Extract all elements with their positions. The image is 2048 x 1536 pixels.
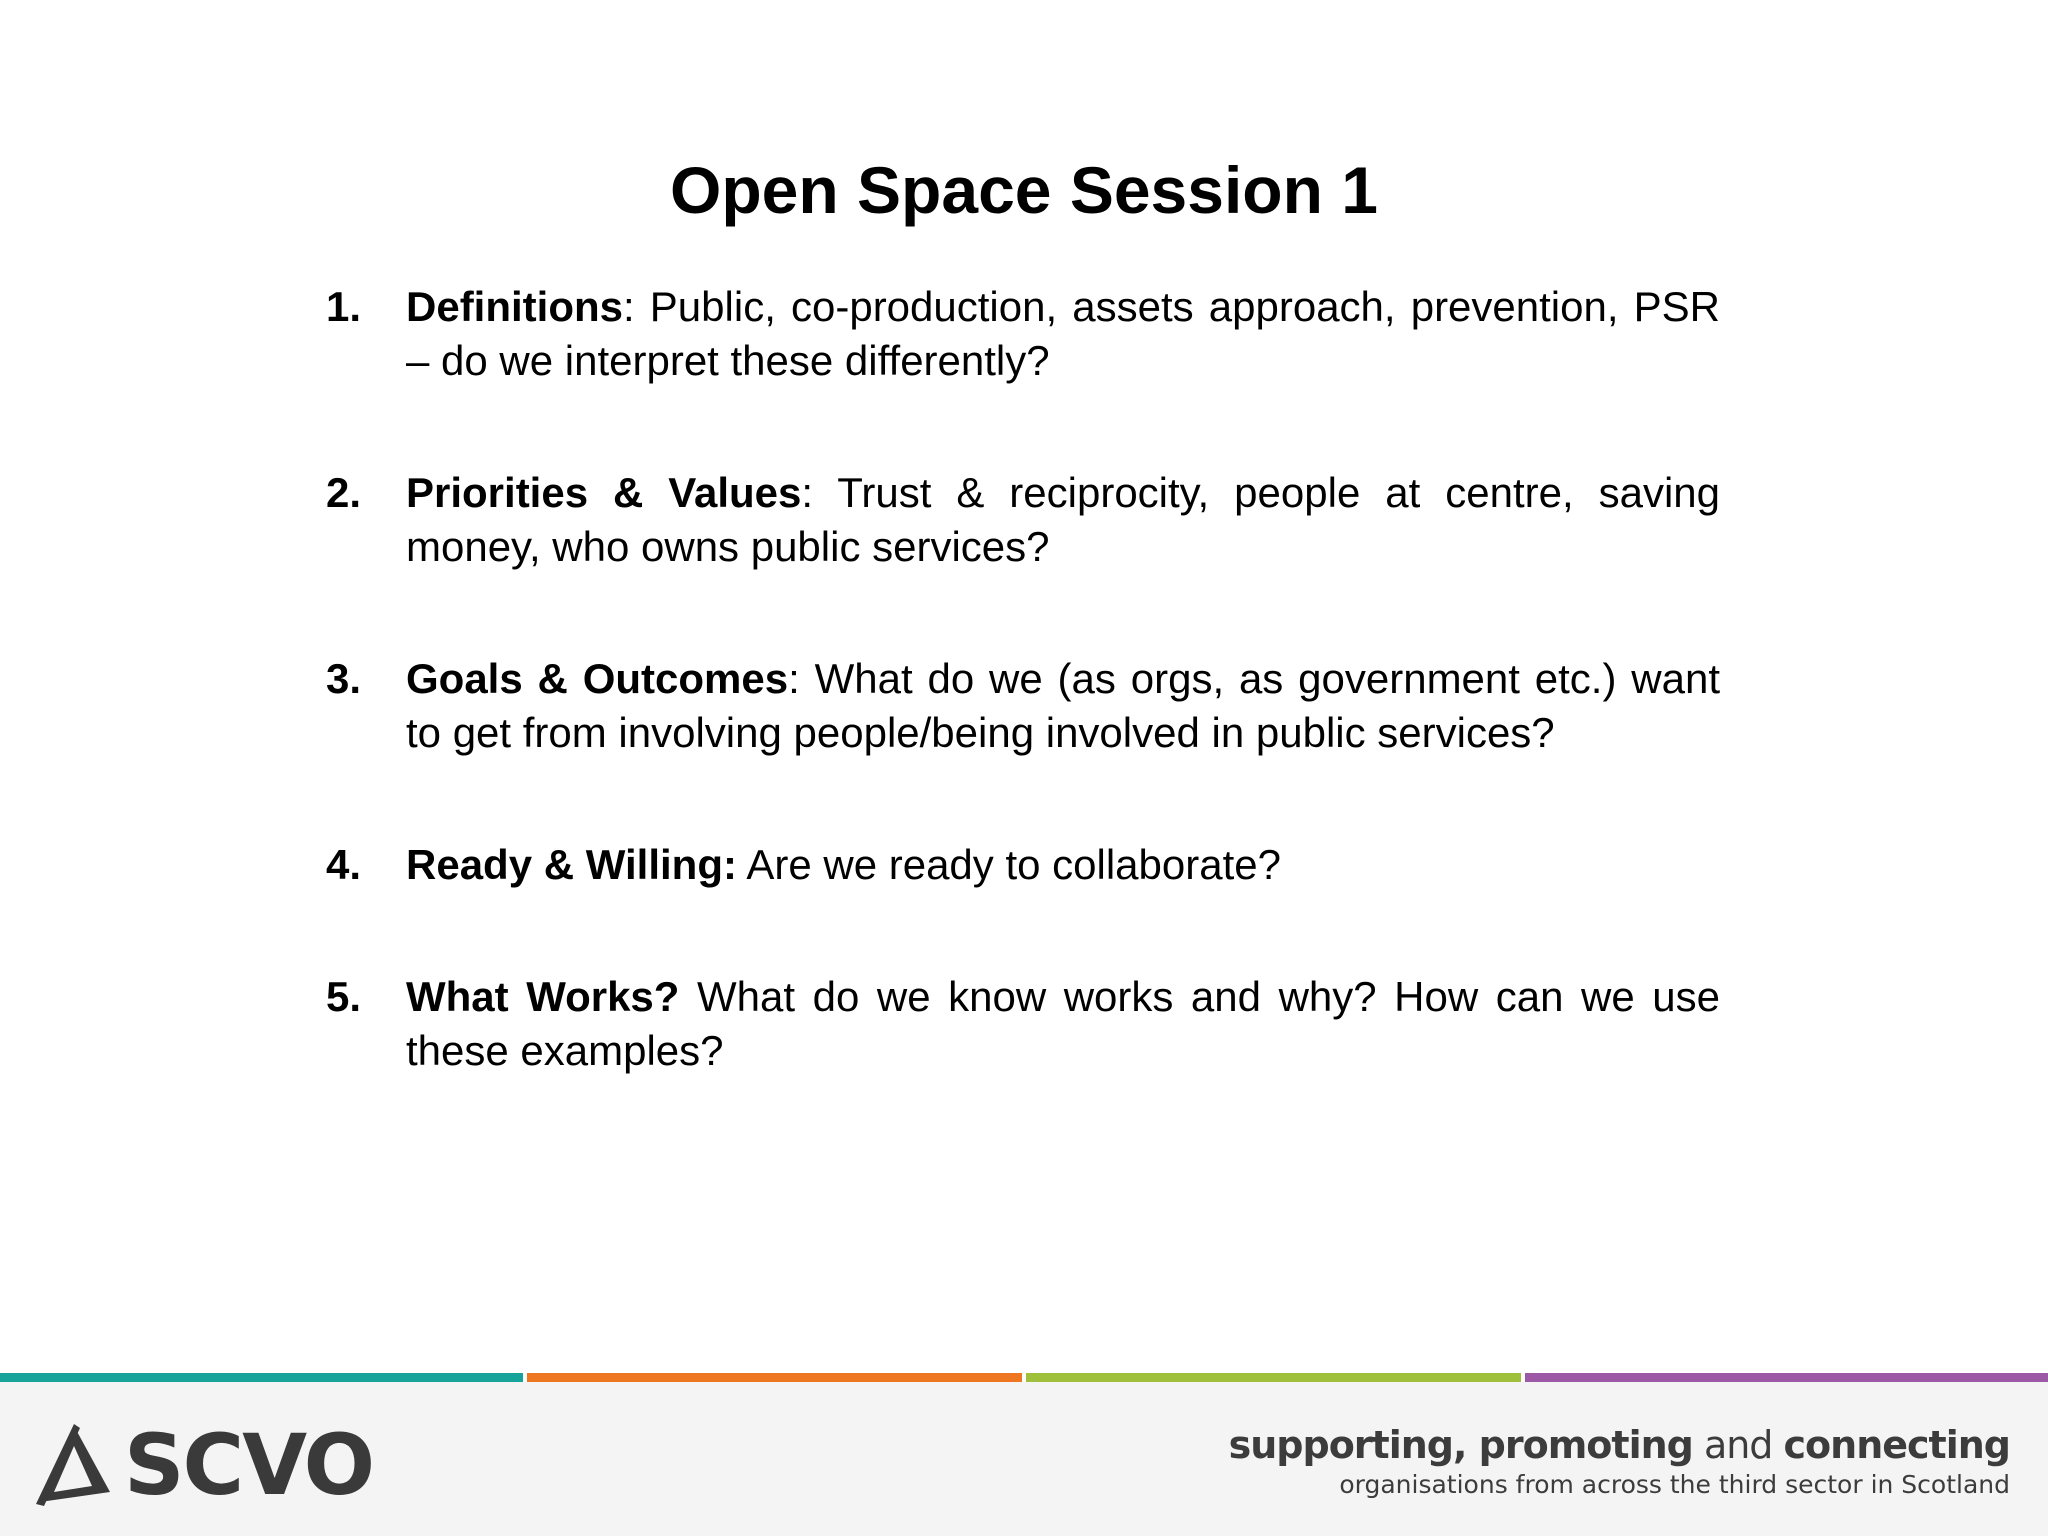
item-number: 4. xyxy=(326,841,362,888)
stripe-green xyxy=(1026,1373,1521,1382)
item-label: Definitions xyxy=(406,283,623,330)
item-number: 5. xyxy=(326,973,362,1020)
tagline xyxy=(1229,1422,2010,1502)
stripe-orange xyxy=(527,1373,1022,1382)
slide-title: Open Space Session 1 xyxy=(670,153,1378,227)
item-text: : What do we (as orgs, as government etc.) want to get from involving people/being involved in public services? xyxy=(406,655,1721,756)
item-number: 1. xyxy=(326,283,362,330)
color-stripes xyxy=(0,1373,2048,1382)
item-text: What do we know works and why? How can we use these examples? xyxy=(406,973,1720,1074)
list-item xyxy=(326,838,1720,892)
agenda-list xyxy=(326,280,1720,1078)
scvo-triangle-icon xyxy=(30,1422,120,1508)
tagline-sub: organisations from across the third sector in Scotland xyxy=(1339,1470,2010,1499)
item-text: : Trust & reciprocity, people at centre, saving money, who owns public services? xyxy=(406,469,1720,570)
list-item xyxy=(326,652,1720,760)
item-label: Priorities & Values xyxy=(406,469,802,516)
item-text: Are we ready to collaborate? xyxy=(736,841,1281,888)
tagline-part1: supporting, promoting xyxy=(1228,1423,1693,1467)
footer xyxy=(0,1382,2048,1536)
stripe-teal xyxy=(0,1373,523,1382)
list-item xyxy=(326,280,1720,388)
scvo-logo xyxy=(30,1416,374,1514)
logo-text: SCVO xyxy=(124,1416,374,1514)
tagline-main xyxy=(1229,1422,2010,1468)
list-item xyxy=(326,970,1720,1078)
list-item xyxy=(326,466,1720,574)
item-label: Ready & Willing: xyxy=(406,841,737,888)
tagline-and: and xyxy=(1692,1423,1784,1467)
item-number: 3. xyxy=(326,655,362,702)
item-label: Goals & Outcomes xyxy=(406,655,789,702)
item-label: What Works? xyxy=(406,973,680,1020)
stripe-purple xyxy=(1525,1373,2048,1382)
item-text: : Public, co-production, assets approach, prevention, PSR – do we interpret these differently? xyxy=(406,283,1720,384)
tagline-part2: connecting xyxy=(1783,1423,2010,1467)
item-number: 2. xyxy=(326,469,362,516)
